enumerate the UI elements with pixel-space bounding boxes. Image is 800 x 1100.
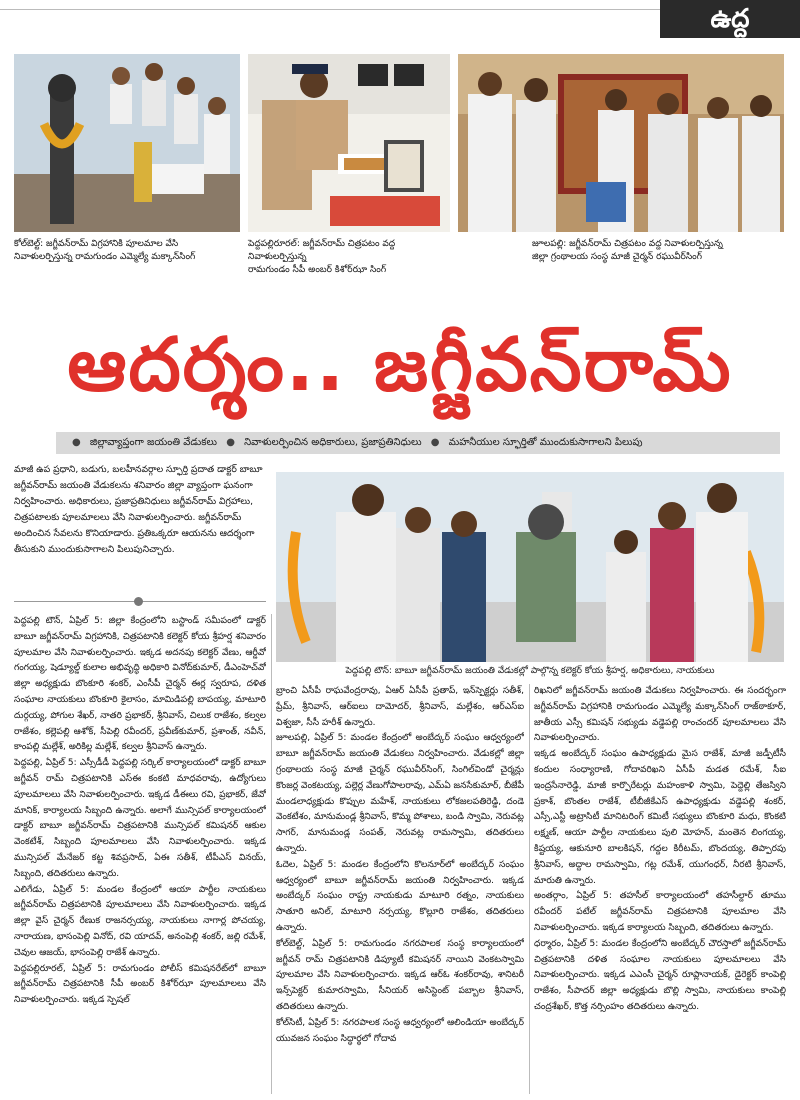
paragraph: పెద్దపల్లి, ఏప్రిల్‌ 5: ఎస్సీడీడీ పెద్దపల్లి సర్కిల్‌ కార్యాలయంలో డాక్టర్‌ బాబూ జగ్జీవన్‌ రామ్‌ చిత్రపటానికి ఎస్‌ఈ కంకటి మాధవరావు, ఉద్యోగులు పూలమాలలు వేసి నివాళులర్పించారు. ఇక్కడ డీఈలు రవి, ప్రభాకర్‌, జేవో మానిక్‌, కార్యాలయ సిబ్బంది ఉన్నారు. అలాగే మున్సిపల్‌ కార్యాలయంలో డాక్టర్‌ బాబూ జగ్జీవన్‌రామ్‌ చిత్రపటానికి మున్సిపల్‌ కమిషనర్‌ ఆకుల వెంకటేశ్‌, సిబ్బంది పూలమాలలు వేసి నివాళులర్పించారు. ఇక్కడ మున్సిపల్‌ మేనేజర్‌ కట్ట శివప్రసాద్‌, ఏఈ సతీశ్‌, టీపీఎస్‌ వినయ్‌, సిబ్బంది, తదితరులు ఉన్నారు. — [14, 758, 266, 879]
headline: ఆదర్శం.. జగ్జీవన్‌రామ్‌ — [67, 322, 733, 408]
photo3-caption-line1: జూలపల్లి: జగ్జీవన్‌రామ్‌ చిత్రపటం వద్ద నివాళులర్పిస్తున్న — [532, 239, 723, 249]
paragraph: కోల్‌బెల్ట్‌, ఏప్రిల్‌ 5: రామగుండం నగరపాలక సంస్థ కార్యాలయంలో జగ్జీవన్‌ రామ్‌ చిత్రపటానికి డిప్యూటీ కమిషనర్‌ నాయిని వెంకటస్వామి పూలమాల వేసి నివాళులర్పించారు. ఇక్కడ ఆర్‌ఓ శంకర్‌రావు, శానిటరీ ఇన్స్‌పెక్టర్‌ కుమారస్వామి, సీనియర్‌ అసిస్టెంట్‌ పబ్బాల శ్రీనివాస్‌, తదితరులు ఉన్నారు. — [276, 938, 524, 1012]
photo2-caption — [248, 238, 454, 277]
main-photo-caption: పెద్దపల్లి టౌన్‌: బాబూ జగ్జీవన్‌రామ్‌ జయంతి వేడుకల్లో పాల్గొన్న కలెక్టర్‌ కోయ శ్రీహర్ష, అధికారులు, నాయకులు — [345, 666, 715, 676]
paragraph: పెద్దపల్లి టౌన్‌, ఏప్రిల్‌ 5: జిల్లా కేంద్రంలోని బస్టాండ్‌ సమీపంలో డాక్టర్‌ బాబూ జగ్జీవన్‌రామ్‌ విగ్రహానికి, చిత్రపటానికి కలెక్టర్‌ కోయ శ్రీహర్ష శనివారం పూలమాల వేసి నివాళులర్పించారు. ఇక్కడ అదనపు కలెక్టర్‌ వేణు, ఆర్డీవో గంగయ్య, షెడ్యూల్డ్‌ కులాల అభివృద్ధి అధికారి వినోద్‌కుమార్‌, డీఎంహెచ్‌వో జిల్లా అధ్యక్షుడు బొంకూరి శంకర్‌, ఎంసీపీ చైర్మన్‌ ఈర్ల స్వరూప, దళిత సంఘాల నాయకులు బొంకూరి కైలాసం, మామిడిపల్లి బాపయ్య, మాటూరి దుర్గయ్య, పోగుల శేఖర్‌, నాతరి ప్రభాకర్‌, శ్రీనివాస్‌, చిలుక రాజేశం, కల్వల రాజేశం, కల్లెపల్లి ఆశోక్‌, సీపెల్లి రవీందర్‌, ప్రవీణ్‌కుమార్‌, ప్రశాంత్‌, నవీన్‌, కాంపల్లి మల్లేశ్‌, అరికిల్ల మల్లేశ్‌, కల్వల శ్రీనివాస్‌ ఉన్నారు. — [14, 616, 266, 753]
strap-bar — [56, 432, 780, 454]
photo-library-tribute — [458, 54, 784, 232]
masthead — [0, 0, 800, 38]
bullet-icon: ● — [72, 437, 81, 448]
strap-item-1: జిల్లావ్యాప్తంగా జయంతి వేడుకలు — [89, 437, 217, 448]
intro-divider — [14, 596, 266, 608]
bullet-icon: ● — [430, 437, 440, 448]
strap-item-2: నివాళులర్పించిన అధికారులు, ప్రజాప్రతినిధులు — [244, 437, 422, 448]
paragraph: పెద్దపల్లిరూరల్‌, ఏప్రిల్‌ 5: రామగుండం పోలీస్‌ కమిషనరేట్‌లో బాబూ జగ్జీవన్‌రామ్‌ చిత్రపటానికి సీపీ అంబర్‌ కిశోర్‌ఝా పూలమాలలు వేసి నివాళులర్పించారు. ఇక్కడ స్పెషల్‌ — [14, 963, 266, 1006]
photo2-caption-line2: రామగుండం సీపీ అంబర్‌ కిశోర్‌ఝా సింగ్‌ — [248, 265, 387, 275]
paragraph: బ్రాంచి ఏసీపీ రాఘవేంద్రరావు, ఏఆర్‌ ఏసీపీ ప్రతాప్‌, ఇన్‌స్పెక్టర్లు సతీశ్‌, ప్రేమ్‌, శ్రీనివాస్‌, ఆర్‌ఐలు దామోదర్‌, శ్రీనివాస్‌, మల్లేశం, ఆర్‌ఎస్‌ఐ విశ్వజా, సీసీ హరీశ్‌ ఉన్నారు. — [276, 686, 524, 728]
paragraph: కోల్‌సిటీ, ఏప్రిల్‌ 5: నగరపాలక సంస్థ ఆధ్వర్యంలో ఆలిండియా అంబేద్కర్‌ యువజన సంఘం సిద్ధార్థలో గోదావ — [276, 1017, 524, 1044]
paragraph: ధర్మారం, ఏప్రిల్‌ 5: మండల కేంద్రంలోని అంబేద్కర్‌ చౌరస్తాలో జగ్జీవన్‌రామ్‌ చిత్రపటానికి దళిత సంఘాల నాయకులు పూలమాలలు వేసి నివాళులర్పించారు. ఇక్కడ ఎఎంసీ చైర్మన్‌ రూప్లానాయక్‌, డైరెక్టర్‌ కాంపెల్లి రాజేశం, సీపాదర్‌ జిల్లా అధ్యక్షుడు బొల్లి స్వామి, నాయకులు కాంపెల్లి చంద్రశేఖర్‌, కొత్త నర్సింహం తదితరులు ఉన్నారు. — [534, 938, 786, 1012]
paragraph: ఎలిగేడు, ఏప్రిల్‌ 5: మండల కేంద్రంలో ఆయా పార్టీల నాయకులు జగ్జీవన్‌రామ్‌ చిత్రపటానికి పూలమాలలు వేసి నివాళులర్పించారు. ఇక్కడ జిల్లా వైస్‌ చైర్మన్‌ రేణుక రాజనర్సయ్య, నాయకులు నాగార్ల పోచయ్య, నారాయణ, భాసంపెల్లి వినోద్‌, రవి యాదవ్‌, అనంపెల్లి శంకర్‌, జల్లి రమేశ్‌, చెవుల ఆజయ్‌, భాసంపెల్లి రాజేశ్‌ ఉన్నారు. — [14, 884, 266, 958]
intro-text: మాజీ ఉప ప్రధాని, బడుగు, బలహీనవర్గాల స్ఫూర్తి ప్రదాత డాక్టర్‌ బాబూ జగ్జీవన్‌రామ్‌ జయంతి వేడుకలను శనివారం జిల్లా వ్యాప్తంగా ఘనంగా నిర్వహించారు. అధికారులు, ప్రజాప్రతినిధులు జగ్జీవన్‌రామ్‌ విగ్రహాలు, చిత్రపటాలకు పూలమాలలు వేసి నివాళులర్పించారు. జగ్జీవన్‌రామ్‌ అందించిన సేవలను కొనియాడారు. ప్రతిఒక్కరూ ఆయనను ఆదర్శంగా తీసుకుని ముందుకుసాగాలని పిలుపునిచ్చారు. — [14, 464, 263, 555]
photo1-caption-line2: నివాళులర్పిస్తున్న రామగుండం ఎమ్మెల్యే మక్కాన్‌సింగ్‌ — [14, 252, 196, 262]
paragraph: ఓదెల, ఏప్రిల్‌ 5: మండల కేంద్రంలోని కొలనూర్‌లో అంబేద్కర్‌ సంఘం ఆధ్వర్యంలో బాబూ జగ్జీవన్‌రామ్‌ జయంతి నిర్వహించారు. ఇక్కడ అంబేద్కర్‌ సంఘం రాష్ట్ర నాయకుడు మాటూరి రత్నం, నాయకులు సాతూరి అనిల్‌, మాటూరి నర్సయ్య, కొల్లూరి రాజేశం, తదితరులు ఉన్నారు. — [276, 859, 524, 933]
photo2-caption-line1: పెద్దపల్లిరూరల్‌: జగ్జీవన్‌రామ్‌ చిత్రపటం వద్ద నివాళులర్పిస్తున్న — [248, 239, 396, 262]
photo-police-tribute — [248, 54, 450, 232]
column-rule — [529, 684, 530, 1094]
paragraph: జూలపల్లి, ఏప్రిల్‌ 5: మండల కేంద్రంలో అంబేద్కర్‌ సంఘం ఆధ్వర్యంలో బాబూ జగ్జీవన్‌రామ్‌ జయంతి వేడుకలు నిర్వహించారు. వేడుకల్లో జిల్లా గ్రంథాలయ సంస్థ మాజీ చైర్మన్‌ రఘువీర్‌సింగ్‌, సింగిల్‌విండో చైర్మన్లు కొంజర్ల వెంకటయ్య, పల్లెర్ల వేణుగోపాలరావు, ఎమ్‌ఏ జనసేకుమార్‌, బీజేపీ మండలాధ్యక్షుడు కొప్పుల మహేశ్‌, నాయకులు లోకజలపతిరెడ్డి, దండె వెంకటేశం, మానుమండ్ల శ్రీనివాస్‌, కొమ్మ పోశాలు, బండి స్వామి, నెరువట్ల సాగర్‌, మానుమండ్ల సంపత్‌, నెరువట్ల రామస్వామి, తదితరులు ఉన్నారు. — [276, 733, 524, 854]
strap-item-3: మహనీయుల స్ఫూర్తితో ముందుకుసాగాలని పిలుపు — [448, 437, 643, 448]
paragraph: అంతర్గాం, ఏప్రిల్‌ 5: తహసీల్‌ కార్యాలయంలో తహసీల్దార్‌ తూము రవీందర్‌ పటేల్‌ జగ్జీవన్‌రామ్‌ చిత్రపటానికి పూలమాల వేసి నివాళులర్పించారు. ఇక్కడ కార్యాలయ సిబ్బంది, తదితరులు ఉన్నారు. — [534, 891, 786, 933]
photo3-caption-line2: జిల్లా గ్రంథాలయ సంస్థ మాజీ చైర్మన్‌ రఘువీర్‌సింగ్‌ — [532, 252, 702, 262]
bullet-icon: ● — [226, 437, 235, 448]
column-rule — [271, 614, 272, 1094]
photo-statue-garland — [14, 54, 240, 232]
article-column-2 — [276, 684, 524, 1094]
photo1-caption — [14, 238, 244, 264]
paragraph: రిఖనిలో జగ్జీవన్‌రామ్‌ జయంతి వేడుకలు నిర్వహించారు. ఈ సందర్భంగా జగ్జీవన్‌రామ్‌ విగ్రహానికి రామగుండం ఎమ్మెల్యే మక్కాన్‌సింగ్‌ రాజ్‌ఠాకూర్‌, జాతీయ ఎస్సీ కమిషన్‌ సభ్యుడు వడ్డెపల్లి రాంచందర్‌ పూలమాలలు వేసి నివాళులర్పించారు. — [534, 686, 786, 744]
photo-collector-event — [276, 472, 784, 662]
photo3-caption — [532, 238, 788, 264]
paragraph: ఇక్కడ అంబేద్కర్‌ సంఘం ఉపాధ్యక్షుడు మైస రాజేశ్‌, మాజీ జడ్పీటీసీ కందుల సంధ్యారాణి, గోదావరిఖని ఏసీపీ మడత రమేశ్‌, సీఐ ఇంద్రసేనారెడ్డి, మాజీ కార్పొరేటర్లు మహంకాళి స్వామి, పెద్దెల్లి తేజస్విని ప్రకాశ్‌, బొంతల రాజేశ్‌, టీబీజీకేఎస్‌ ఉపాధ్యక్షుడు వడ్డెపల్లి శంకర్‌, ఎస్సీ,ఎస్టీ అట్రాసిటీ మానిటరింగ్‌ కమిటీ సభ్యులు బొంకూరి మధు, కొంకటి లక్ష్మణ్‌, ఆయా పార్టీల నాయకులు పులి మోహన్‌, మంతెన లింగయ్య, కిష్టయ్య, ఆకునూరి బాలకిషన్‌, గద్దల కిరీటమ్‌, బొందయ్య, తిప్పారపు శ్రీనివాస్‌, అద్దాల రామస్వామి, గట్ల రమేశ్‌, యుగంధర్‌, నీరటి శ్రీనివాస్‌, మారుతి ఉన్నారు. — [534, 749, 786, 886]
masthead-strip — [0, 0, 660, 10]
newspaper-brand: ఉద్ద — [660, 0, 800, 38]
photo1-caption-line1: కోల్‌బెల్ట్‌: జగ్జీవన్‌రామ్‌ విగ్రహానికి పూలమాల వేసి — [14, 239, 179, 249]
article-column-1 — [14, 614, 266, 1094]
article-column-3 — [534, 684, 786, 1094]
